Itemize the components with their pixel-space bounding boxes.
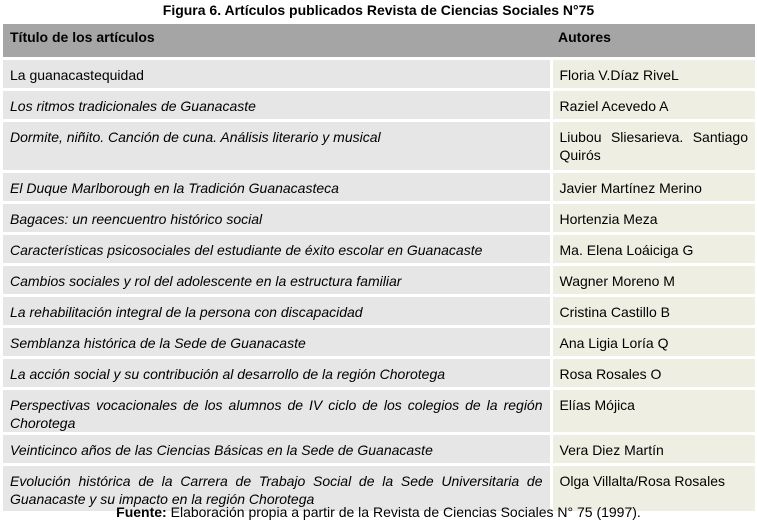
header-title: Título de los artículos [3, 24, 551, 59]
article-title-cell: Cambios sociales y rol del adolescente en la estructura familiar [3, 265, 551, 296]
table-row [3, 121, 755, 172]
table-row [3, 265, 755, 296]
article-title-cell: La acción social y su contribución al desarrollo de la región Chorotega [3, 358, 551, 389]
articles-table [3, 24, 755, 514]
figure-caption: Figura 6. Artículos publicados Revista de Ciencias Sociales N°75 [162, 2, 595, 18]
article-title-cell: Evolución histórica de la Carrera de Trabajo Social de la Sede Universitaria de Guanacaste y su impacto en la región Chorotega [3, 465, 551, 513]
table-row [3, 389, 755, 434]
article-title-cell: El Duque Marlborough en la Tradición Guanacasteca [3, 172, 551, 203]
author-cell: Olga Villalta/Rosa Rosales [551, 465, 755, 513]
author-cell: Rosa Rosales O [551, 358, 755, 389]
table-row [3, 234, 755, 265]
article-title-cell: Veinticinco años de las Ciencias Básicas en la Sede de Guanacaste [3, 434, 551, 465]
article-title-cell: Los ritmos tradicionales de Guanacaste [3, 90, 551, 121]
article-title-cell: Dormite, niñito. Canción de cuna. Análisis literario y musical [3, 121, 551, 172]
table-row [3, 358, 755, 389]
table-row [3, 327, 755, 358]
author-cell: Ana Ligia Loría Q [551, 327, 755, 358]
header-authors: Autores [551, 24, 755, 59]
table-header-row [3, 24, 755, 59]
author-cell: Hortenzia Meza [551, 203, 755, 234]
table-row [3, 90, 755, 121]
article-title-cell: La guanacastequidad [3, 59, 551, 90]
article-title-cell: Semblanza histórica de la Sede de Guanacaste [3, 327, 551, 358]
author-cell: Wagner Moreno M [551, 265, 755, 296]
table-row [3, 434, 755, 465]
source-label: Fuente: [116, 504, 167, 520]
article-title-cell: Bagaces: un reencuentro histórico social [3, 203, 551, 234]
author-cell: Cristina Castillo B [551, 296, 755, 327]
author-cell: Raziel Acevedo A [551, 90, 755, 121]
source-note [0, 503, 757, 521]
article-title-cell: Perspectivas vocacionales de los alumnos de IV ciclo de los colegios de la región Chorotega [3, 389, 551, 434]
table-row [3, 203, 755, 234]
source-text: Elaboración propia a partir de la Revista de Ciencias Sociales N° 75 (1997). [166, 504, 641, 520]
table-row [3, 296, 755, 327]
author-cell: Ma. Elena Loáiciga G [551, 234, 755, 265]
author-cell: Liubou Sliesarieva. Santiago Quirós [551, 121, 755, 172]
author-cell: Floria V.Díaz RiveL [551, 59, 755, 90]
author-cell: Javier Martínez Merino [551, 172, 755, 203]
author-cell: Vera Diez Martín [551, 434, 755, 465]
table-row [3, 172, 755, 203]
table-row [3, 59, 755, 90]
article-title-cell: Características psicosociales del estudiante de éxito escolar en Guanacaste [3, 234, 551, 265]
author-cell: Elías Mójica [551, 389, 755, 434]
article-title-cell: La rehabilitación integral de la persona con discapacidad [3, 296, 551, 327]
